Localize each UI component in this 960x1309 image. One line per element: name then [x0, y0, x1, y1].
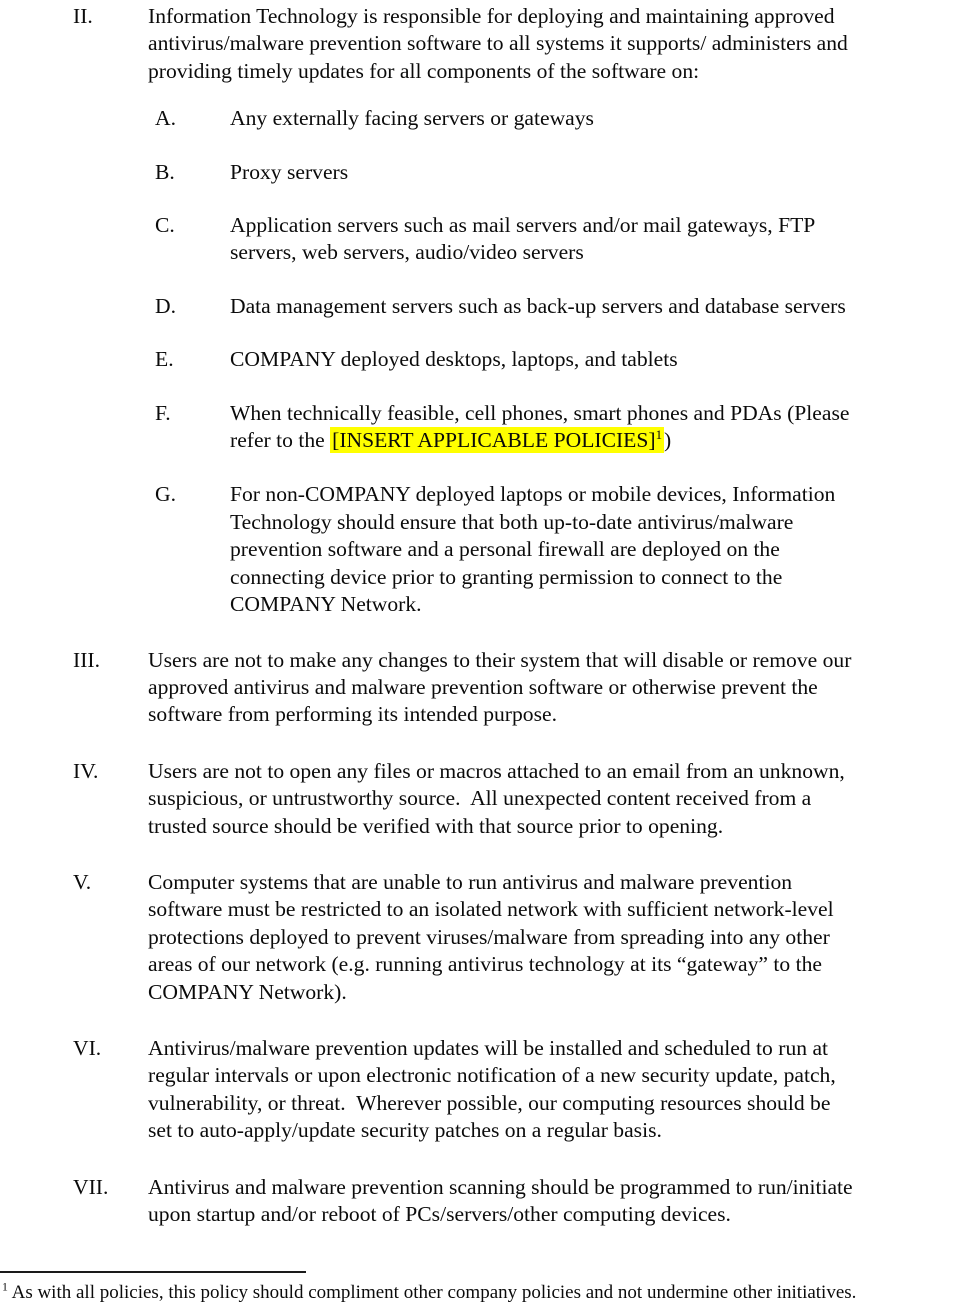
text-line: connecting device prior to granting permission to connect to the [230, 564, 783, 589]
text-line: software from performing its intended purpose. [148, 702, 557, 727]
section-vi [0, 1035, 960, 1145]
section-text [148, 647, 960, 729]
text-line: Users are not to make any changes to their system that will disable or remove our [148, 647, 852, 672]
text-line: Application servers such as mail servers and/or mail gateways, FTP [230, 213, 816, 238]
text-line: vulnerability, or threat. Wherever possible, our computing resources should be [148, 1090, 831, 1115]
sub-item-f [155, 400, 960, 455]
footnote-number: 1 [2, 1280, 8, 1294]
sub-item-text [230, 212, 960, 267]
sub-item-text [230, 105, 960, 132]
sub-item-letter: C. [155, 213, 175, 238]
sub-item-letter: A. [155, 106, 176, 131]
text-line: protections deployed to prevent viruses/malware from spreading into any other [148, 924, 830, 949]
sub-item-text [230, 346, 960, 373]
text-line: Computer systems that are unable to run antivirus and malware prevention [148, 869, 793, 894]
highlighted-placeholder [330, 427, 664, 453]
text-line: COMPANY Network). [148, 979, 347, 1004]
section-text [148, 869, 960, 1006]
section-vii [0, 1174, 960, 1229]
text-line: Proxy servers [230, 159, 349, 184]
section-iv [0, 758, 960, 840]
text-line: approved antivirus and malware prevention software or otherwise prevent the [148, 674, 818, 699]
sub-item-e [155, 346, 960, 373]
section-text [148, 1174, 960, 1229]
text-line: Antivirus and malware prevention scanning should be programmed to run/initiate [148, 1174, 853, 1199]
text-line: regular intervals or upon electronic notification of a new security update, patch, [148, 1063, 836, 1088]
sub-item-text [230, 400, 960, 455]
text-line: COMPANY Network. [230, 592, 422, 617]
section-iii [0, 647, 960, 729]
section-numeral: II. [73, 4, 93, 28]
sub-item-a [155, 105, 960, 132]
sub-item-letter: B. [155, 159, 175, 184]
footnote-body: As with all policies, this policy should compliment other company policies and not undermine other initiatives. [7, 1282, 857, 1303]
footnote-separator-rule [0, 1271, 306, 1273]
text-line: suspicious, or untrustworthy source. All unexpected content received from a [148, 786, 812, 811]
footnote-text [0, 1282, 960, 1304]
section-text [148, 1035, 960, 1145]
text-line: antivirus/malware prevention software to all systems it supports/ administers and [148, 31, 848, 56]
text-line: For non-COMPANY deployed laptops or mobile devices, Information [230, 482, 836, 507]
text-segment: ) [664, 428, 672, 453]
text-line: providing timely updates for all components of the software on: [148, 58, 700, 83]
section-v [0, 869, 960, 1006]
text-segment: refer to the [230, 428, 331, 453]
text-line: trusted source should be verified with that source prior to opening. [148, 813, 724, 838]
section-text [148, 758, 960, 840]
section-numeral: III. [73, 647, 100, 672]
sub-item-letter: E. [155, 347, 174, 372]
section-text [148, 3, 960, 85]
text-line: software must be restricted to an isolated network with sufficient network-level [148, 897, 834, 922]
text-line: areas of our network (e.g. running antivirus technology at its “gateway” to the [148, 952, 822, 977]
text-line: Any externally facing servers or gateways [230, 106, 594, 131]
text-line: When technically feasible, cell phones, smart phones and PDAs (Please [230, 400, 850, 425]
sub-item-letter: G. [155, 482, 176, 507]
text-line: Technology should ensure that both up-to-date antivirus/malware [230, 509, 794, 534]
section-numeral: VII. [73, 1174, 109, 1199]
text-line: Users are not to open any files or macros attached to an email from an unknown, [148, 758, 845, 783]
text-line: prevention software and a personal firewall are deployed on the [230, 537, 780, 562]
sub-item-b [155, 159, 960, 186]
text-line: set to auto-apply/update security patches on a regular basis. [148, 1118, 662, 1143]
section-numeral: IV. [73, 758, 99, 783]
text-line-with-highlight [230, 427, 960, 454]
sub-item-text [230, 159, 960, 186]
sub-item-g [155, 481, 960, 618]
text-line: Data management servers such as back-up servers and database servers [230, 293, 846, 318]
sub-item-letter: F. [155, 400, 171, 425]
text-line: COMPANY deployed desktops, laptops, and tablets [230, 347, 678, 372]
sub-item-c [155, 212, 960, 267]
text-line: servers, web servers, audio/video servers [230, 240, 584, 265]
text-line: Antivirus/malware prevention updates will be installed and scheduled to run at [148, 1035, 829, 1060]
text-line: Information Technology is responsible for deploying and maintaining approved [148, 4, 835, 28]
footnote-reference: 1 [655, 426, 663, 442]
sub-item-text [230, 293, 960, 320]
sub-item-letter: D. [155, 293, 176, 318]
footnote [0, 1271, 960, 1304]
sub-item-d [155, 293, 960, 320]
placeholder-text: [INSERT APPLICABLE POLICIES] [332, 428, 656, 453]
section-numeral: V. [73, 869, 92, 894]
section-numeral: VI. [73, 1035, 102, 1060]
sub-item-text [230, 481, 960, 618]
section-ii [0, 3, 960, 85]
text-line: upon startup and/or reboot of PCs/servers/other computing devices. [148, 1202, 731, 1226]
